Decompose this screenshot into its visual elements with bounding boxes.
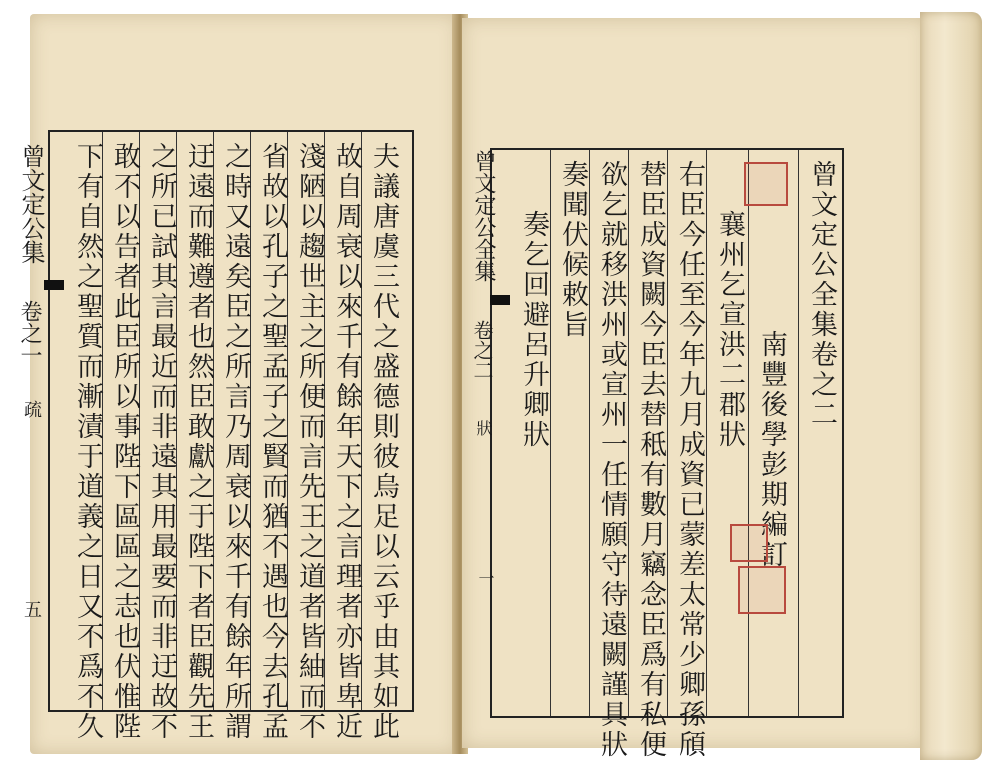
right-margin-section: 狀 bbox=[474, 420, 493, 436]
red-seal-stamp bbox=[744, 162, 788, 206]
column-rule bbox=[748, 150, 749, 716]
column-rule bbox=[798, 150, 799, 716]
left-column-4: 省故以孔子之聖孟子之賢而猶不遇也今去孔孟 bbox=[257, 142, 288, 742]
right-column-4: 右臣今任至今年九月成資已蒙差太常少卿孫頎 bbox=[674, 160, 705, 760]
red-seal-stamp bbox=[730, 524, 768, 562]
column-rule bbox=[628, 150, 629, 716]
column-rule bbox=[589, 150, 590, 716]
right-column-5: 替臣成資闕今臣去替秪有數月竊念臣爲有私便 bbox=[635, 160, 666, 760]
fish-tail-mark bbox=[44, 280, 64, 290]
column-rule bbox=[706, 150, 707, 716]
left-margin-volume: 卷之一 bbox=[17, 300, 42, 366]
right-margin-volume: 卷之二 bbox=[470, 320, 494, 380]
left-column-5: 之時又遠矣臣之所言乃周衰以來千有餘年所謂 bbox=[220, 142, 251, 742]
column-rule bbox=[667, 150, 668, 716]
right-margin-page-number: 一 bbox=[476, 570, 495, 586]
left-column-2: 故自周衰以來千有餘年天下之言理者亦皆卑近 bbox=[331, 142, 362, 742]
left-margin-page-number: 五 bbox=[21, 600, 42, 618]
red-seal-stamp bbox=[738, 566, 786, 614]
right-column-6: 欲乞就移洪州或宣州一任情願守待遠闕謹具狀 bbox=[596, 160, 627, 760]
left-margin-section: 疏 bbox=[21, 400, 42, 418]
right-text-frame bbox=[490, 148, 844, 760]
right-column-8: 奏乞回避呂升卿狀 bbox=[518, 210, 549, 450]
column-rule bbox=[550, 150, 551, 716]
right-column-1: 曾文定公全集卷之二 bbox=[806, 160, 837, 430]
book-spine bbox=[920, 12, 982, 760]
left-text-frame bbox=[48, 130, 414, 742]
left-column-9: 下有自然之聖質而漸漬于道義之日又不爲不久 bbox=[72, 142, 103, 742]
left-column-8: 敢不以告者此臣所以事陛下區區之志也伏惟陛 bbox=[109, 142, 140, 742]
left-column-7: 之所已試其言最近而非遠其用最要而非迂故不 bbox=[146, 142, 177, 742]
left-column-1: 夫議唐虞三代之盛德則彼烏足以云乎由其如此 bbox=[368, 142, 399, 742]
right-column-2: 南豐後學彭期編訂 bbox=[756, 330, 787, 570]
right-margin-title: 曾文定公全集 bbox=[471, 150, 496, 282]
right-column-7: 奏聞伏候敕旨 bbox=[557, 160, 588, 340]
right-column-3: 襄州乞宣洪二郡狀 bbox=[714, 210, 745, 450]
left-column-6: 迂遠而難遵者也然臣敢獻之于陛下者臣觀先王 bbox=[183, 142, 214, 742]
fish-tail-mark bbox=[490, 295, 510, 305]
left-margin-title: 曾文定公集 bbox=[17, 144, 45, 264]
left-column-3: 淺陋以趨世主之所便而言先王之道者皆紬而不 bbox=[294, 142, 325, 742]
